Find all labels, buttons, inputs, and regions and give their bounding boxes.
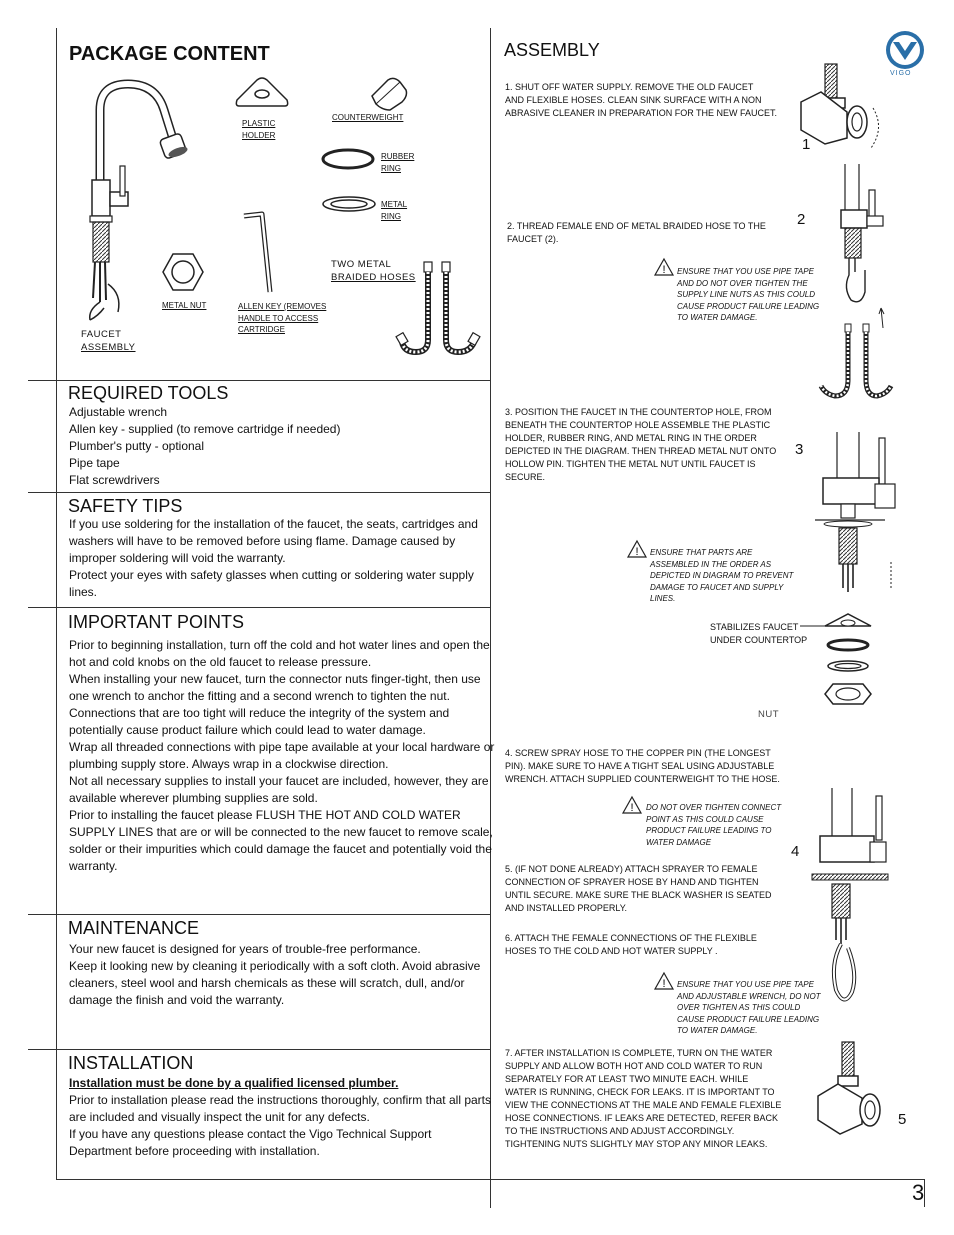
warning-1-text: ENSURE THAT YOU USE PIPE TAPE AND DO NOT OVER TIGHTEN THE SUPPLY LINE NUTS AS THIS COULD CAUSE PRODUCT FAILURE LEADING TO WATER DAMAGE. — [677, 267, 820, 322]
maintenance-title: MAINTENANCE — [68, 918, 200, 938]
spray-hose-illustration-4 — [812, 784, 892, 1024]
fig-number-5: 5 — [898, 1111, 907, 1128]
important-title: IMPORTANT POINTS — [68, 612, 245, 632]
installation-title: INSTALLATION — [68, 1053, 194, 1073]
safety-text: If you use soldering for the installation of the faucet, the seats, cartridges and washers will have to be removed before using flame. Damage caused by improper soldering will void the warranty. Protect your eyes with safety glasses when cutting or soldering water supply lines. — [69, 517, 478, 599]
warning-icon-3 — [622, 796, 642, 814]
rubber-ring-illustration — [321, 147, 375, 171]
step-7-text: 7. AFTER INSTALLATION IS COMPLETE, TURN ON THE WATER SUPPLY AND ALLOW BOTH HOT AND COLD WATER TO RUN SEPARATELY FOR AT LEAST TWO MINUTE EACH. WHILE WATER IS RUNNING, CHECK FOR LEAKS. IT IS IMPORTANT TO VIEW THE CONNECTIONS AT THE MALE AND FEMALE FLEXIBLE HOSE CONNECTIONS. IF LEAKS ARE DETECTED, REFER BACK TO THE INSTRUCTIONS AND ADJUST ACCORDINGLY. TIGHTENING NUTS SLIGHTLY MAY STOP ANY MINOR LEAKS. — [505, 1048, 782, 1149]
metal-ring-label: METAL RING — [381, 200, 408, 221]
fig-number-3: 3 — [795, 441, 804, 458]
divider-important — [28, 607, 490, 608]
safety-title: SAFETY TIPS — [68, 496, 183, 516]
step-5-text: 5. (IF NOT DONE ALREADY) ATTACH SPRAYER TO FEMALE CONNECTION OF SPRAYER HOSE BY HAND AND TIGHTEN UNTIL SECURE. MAKE SURE THE BLACK WASHER IS SEATED AND INSTALLED PROPERLY. — [505, 864, 772, 913]
faucet-label: FAUCET ASSEMBLY — [81, 329, 136, 353]
warning-4-text: ENSURE THAT YOU USE PIPE TAPE AND ADJUSTABLE WRENCH, DO NOT OVER TIGHTEN AS THIS COULD CAUSE PRODUCT FAILURE LEADING TO WATER DAMAGE. — [677, 980, 821, 1035]
svg-text:!: ! — [635, 546, 639, 558]
vigo-logo-text: VIGO — [890, 70, 912, 77]
step-4-text: 4. SCREW SPRAY HOSE TO THE COPPER PIN (THE LONGEST PIN). MAKE SURE TO HAVE A TIGHT SEAL USING ADJUSTABLE WRENCH. ATTACH SUPPLIED COUNTERWEIGHT TO THE HOSE. — [505, 748, 780, 784]
rubber-ring-label: RUBBER RING — [381, 152, 415, 173]
column-divider — [490, 28, 491, 1208]
step-6-text: 6. ATTACH THE FEMALE CONNECTIONS OF THE FLEXIBLE HOSES TO THE COLD AND HOT WATER SUPPLY . — [505, 933, 757, 956]
metal-nut-label: METAL NUT — [162, 301, 207, 310]
plastic-holder-illustration — [233, 76, 291, 112]
step-3-text: 3. POSITION THE FAUCET IN THE COUNTERTOP HOLE, FROM BENEATH THE COUNTERTOP HOLE ASSEMBLE THE PLASTIC HOLDER, RUBBER RING, AND METAL RING IN THE ORDER DEPICTED IN THE DIAGRAM. THEN THREAD METAL NUT ONTO HOLLOW PIN. TIGHTEN THE METAL NUT UNTIL FAUCET IS SECURE. — [505, 407, 777, 482]
hoses-label: TWO METAL BRAIDED HOSES — [331, 259, 416, 283]
left-border — [56, 28, 57, 1180]
svg-text:!: ! — [662, 264, 666, 276]
step-2-text: 2. THREAD FEMALE END OF METAL BRAIDED HOSE TO THE FAUCET (2). — [507, 221, 766, 244]
warning-icon-1 — [654, 258, 674, 276]
divider-tools — [28, 380, 490, 381]
divider-maintenance — [28, 914, 490, 915]
warning-icon-2 — [627, 540, 647, 558]
warning-icon-4 — [654, 972, 674, 990]
step-1-text: 1. SHUT OFF WATER SUPPLY. REMOVE THE OLD FAUCET AND FLEXIBLE HOSES. CLEAN SINK SURFACE WITH A NON ABRASIVE CLEANER IN PREPARATION FOR THE NEW FAUCET. — [505, 82, 778, 118]
tools-list: Adjustable wrench Allen key - supplied (to remove cartridge if needed) Plumber's putty - optional Pipe tape Flat screwdrivers — [69, 405, 341, 487]
svg-text:!: ! — [662, 978, 666, 990]
fig-number-1: 1 — [802, 136, 811, 153]
svg-text:!: ! — [630, 802, 634, 814]
allen-key-illustration — [238, 210, 282, 296]
stabilizes-label: STABILIZES FAUCET UNDER COUNTERTOP — [710, 622, 808, 645]
assembly-title: ASSEMBLY — [504, 40, 600, 60]
page-number: 3 — [912, 1180, 925, 1205]
metal-nut-illustration — [162, 252, 204, 292]
fig-number-2: 2 — [797, 211, 806, 228]
warning-3-text: DO NOT OVER TIGHTEN CONNECT POINT AS THIS COULD CAUSE PRODUCT FAILURE LEADING TO WATER DAMAGE — [646, 803, 782, 847]
faucet-mount-illustration-3 — [815, 428, 905, 718]
package-title: PACKAGE CONTENT — [69, 43, 270, 65]
counterweight-label: COUNTERWEIGHT — [332, 113, 404, 122]
faucet-illustration — [78, 80, 198, 360]
allen-key-label: ALLEN KEY (REMOVES HANDLE TO ACCESS CARTRIDGE — [238, 302, 327, 334]
valve-illustration-5 — [812, 1040, 890, 1140]
plastic-holder-label: PLASTIC HOLDER — [242, 119, 276, 140]
braided-hoses-illustration — [398, 260, 480, 360]
tools-title: REQUIRED TOOLS — [68, 383, 229, 403]
counterweight-illustration — [366, 74, 410, 112]
fig-number-4: 4 — [791, 843, 800, 860]
important-text: Prior to beginning installation, turn off the cold and hot water lines and open the hot and cold knobs on the old faucet to release pressure. When installing your new faucet, turn the connector nuts finger-tight, then use one wrench to anchor the fitting and a second wrench to tighten the nut. Connections that are too tight will reduce the integrity of the system and potentially cause product failure which could lead to water damage. Wrap all threaded connections with pipe tape available at your local hardware or plumbing supply store. Always wrap in a clockwise direction. Not all necessary supplies to install your faucet are included, however, they are available wherever plumbing supplies are sold. Prior to installing the faucet please FLUSH THE HOT AND COLD WATER SUPPLY LINES that are or will be connected to the new faucet to remove scale, solder or their impurities which could damage the faucet and potentially void the warranty. — [69, 638, 495, 873]
nut-label: NUT — [758, 709, 780, 720]
vigo-logo-icon — [884, 30, 926, 72]
faucet-base-illustration-2 — [815, 160, 895, 410]
installation-text: Installation must be done by a qualified licensed plumber. Prior to installation please read the instructions thoroughly, confirm that all parts are included and visually inspect the unit for any defects. If you have any questions please contact the Vigo Technical Support Department before proceeding with installation. — [69, 1076, 491, 1158]
maintenance-text: Your new faucet is designed for years of trouble-free performance. Keep it looking new by cleaning it periodically with a soft cloth. Avoid abrasive cleaners, steel wool and harsh chemicals as these will scratch, dull, and/or damage the finish and void the warranty. — [69, 942, 481, 1007]
divider-safety — [28, 492, 490, 493]
metal-ring-illustration — [321, 194, 377, 214]
bottom-border — [56, 1179, 925, 1180]
warning-2-text: ENSURE THAT PARTS ARE ASSEMBLED IN THE ORDER AS DEPICTED IN DIAGRAM TO PREVENT DAMAGE TO FAUCET AND SUPPLY LINES. — [650, 548, 794, 603]
divider-installation — [28, 1049, 490, 1050]
